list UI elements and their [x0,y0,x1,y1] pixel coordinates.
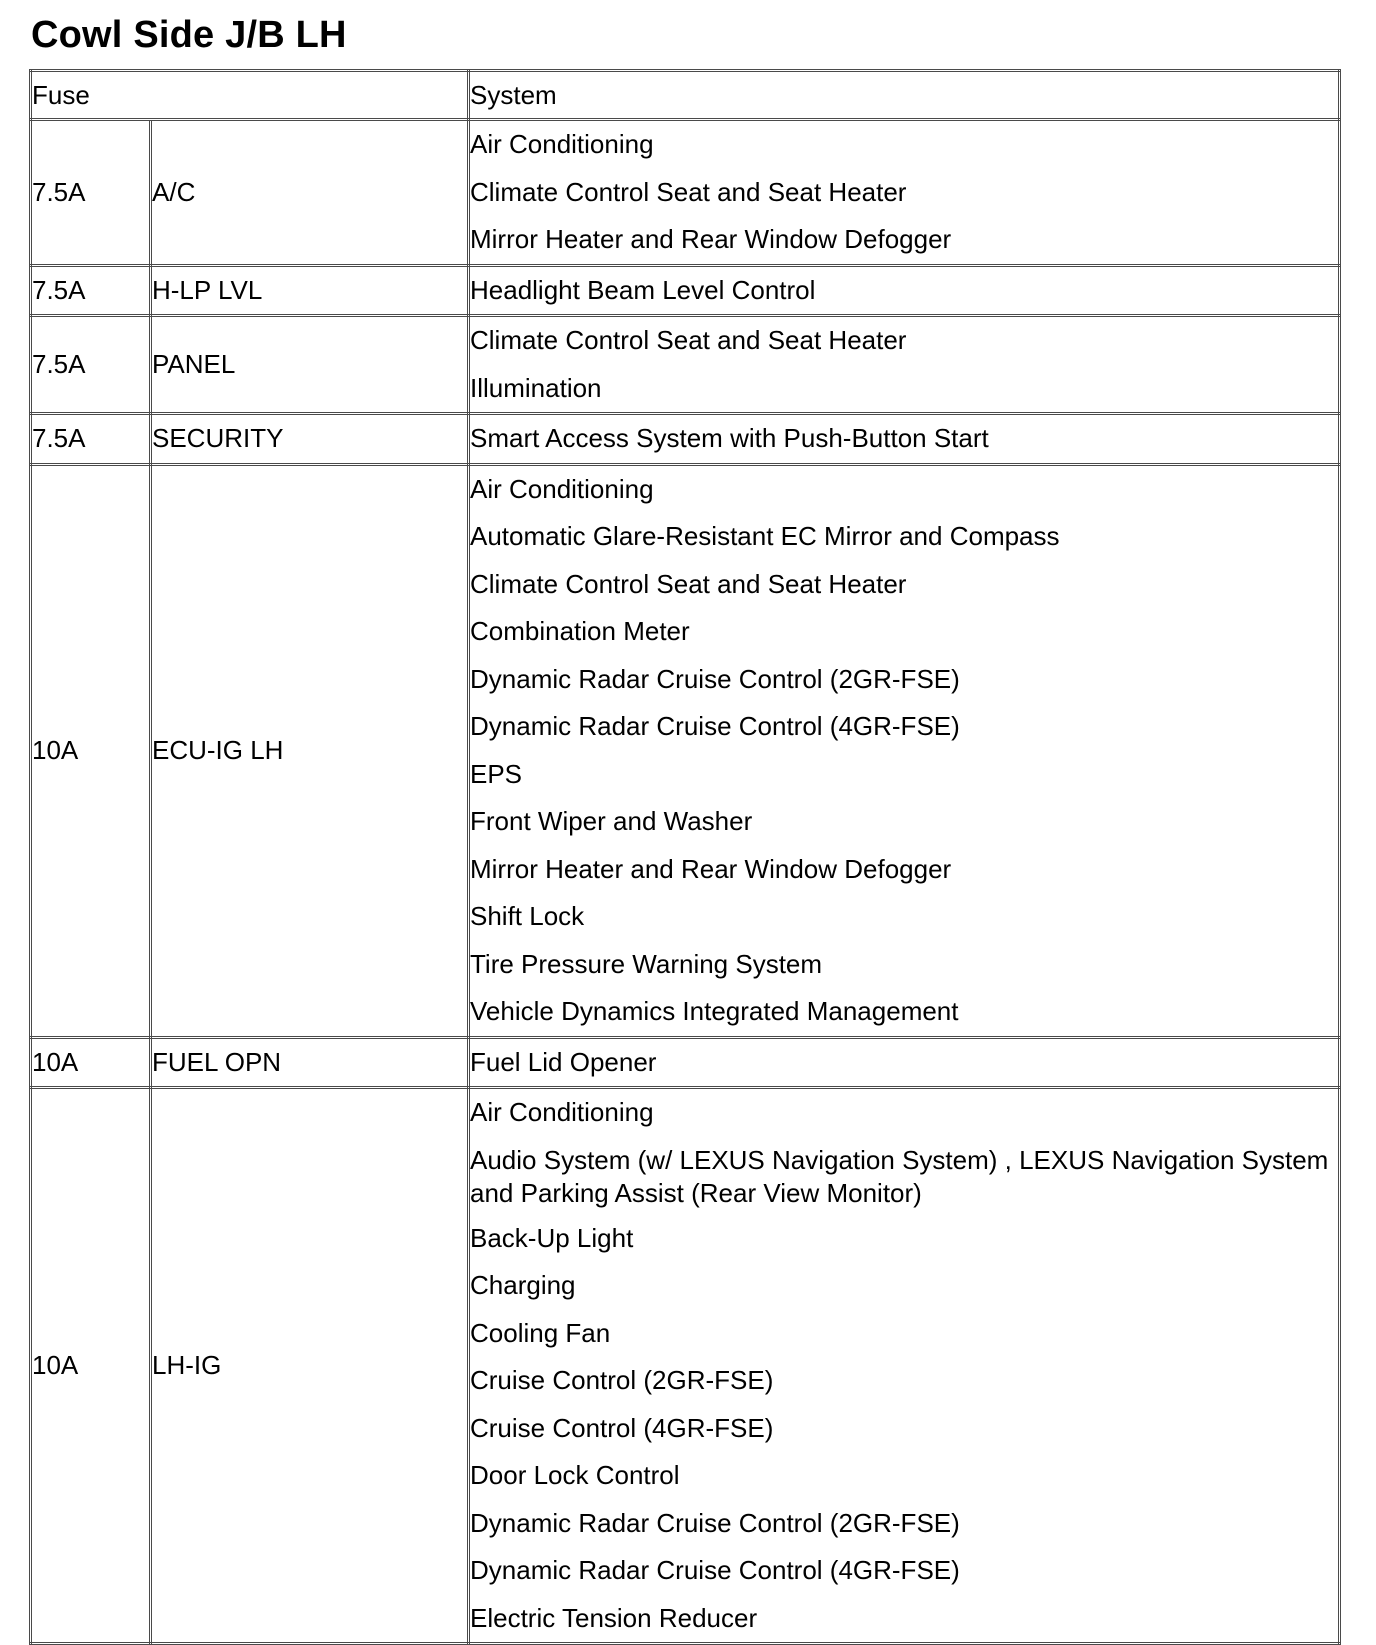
fuse-name: LH-IG [151,1088,469,1644]
page-title: Cowl Side J/B LH [31,14,347,56]
system-item: Headlight Beam Level Control [470,274,816,305]
fuse-table [29,69,1341,1645]
fuse-systems [469,1037,1340,1088]
system-item: EPS [470,758,523,789]
table-row [31,265,1340,316]
fuse-systems [469,120,1340,266]
system-item: Charging [470,1270,576,1300]
system-item: Electric Tension Reducer [470,1602,758,1633]
system-item: Shift Lock [470,901,585,931]
fuse-name: SECURITY [151,414,469,465]
system-item: Fuel Lid Opener [470,1046,657,1077]
fuse-systems [469,414,1340,465]
fuse-name: FUEL OPN [151,1037,469,1088]
system-item: Front Wiper and Washer [470,806,753,836]
fuse-amperage: 10A [31,464,151,1037]
fuse-amperage: 7.5A [31,265,151,316]
system-item: Cooling Fan [470,1317,611,1348]
system-item: Air Conditioning [470,1097,654,1127]
system-item: Dynamic Radar Cruise Control (4GR-FSE) [470,1555,960,1585]
fuse-systems [469,464,1340,1037]
fuse-amperage: 7.5A [31,414,151,465]
system-item: Back-Up Light [470,1222,634,1253]
system-item: Climate Control Seat and Seat Heater [470,325,907,355]
system-item: Illumination [470,372,602,403]
system-item: Dynamic Radar Cruise Control (2GR-FSE) [470,1507,960,1538]
fuse-amperage: 10A [31,1037,151,1088]
system-item: Dynamic Radar Cruise Control (4GR-FSE) [470,711,960,741]
header-system: System [469,71,1340,120]
system-item: Tire Pressure Warning System [470,948,823,979]
fuse-systems [469,1088,1340,1644]
fuse-name: ECU-IG LH [151,464,469,1037]
table-row [31,120,1340,266]
system-item: Combination Meter [470,616,690,646]
system-item: Smart Access System with Push-Button Start [470,423,989,453]
system-item: Dynamic Radar Cruise Control (2GR-FSE) [470,663,960,694]
fuse-systems [469,316,1340,414]
system-item: Climate Control Seat and Seat Heater [470,568,907,599]
table-row [31,316,1340,414]
system-item: Automatic Glare-Resistant EC Mirror and Compass [470,521,1060,551]
fuse-amperage: 7.5A [31,316,151,414]
system-item: Air Conditioning [470,129,654,159]
fuse-name: PANEL [151,316,469,414]
system-item: Climate Control Seat and Seat Heater [470,176,907,207]
table-row [31,1037,1340,1088]
table-row [31,414,1340,465]
system-item: Mirror Heater and Rear Window Defogger [470,224,952,254]
fuse-amperage: 10A [31,1088,151,1644]
fuse-name: A/C [151,120,469,266]
table-body [31,120,1340,1644]
table-row [31,464,1340,1037]
fuse-amperage: 7.5A [31,120,151,266]
system-item: Vehicle Dynamics Integrated Management [470,996,959,1026]
table-header [31,71,1340,120]
system-item: Audio System (w/ LEXUS Navigation System) , LEXUS Navigation System and Parking Assist (Rear View Monitor) [470,1144,1329,1208]
header-fuse: Fuse [31,71,469,120]
system-item: Air Conditioning [470,473,654,504]
fuse-name: H-LP LVL [151,265,469,316]
header-row [31,71,1340,120]
system-item: Cruise Control (4GR-FSE) [470,1412,774,1443]
table-row [31,1088,1340,1644]
system-item: Door Lock Control [470,1460,680,1490]
fuse-systems [469,265,1340,316]
system-item: Cruise Control (2GR-FSE) [470,1365,774,1395]
system-item: Mirror Heater and Rear Window Defogger [470,853,952,884]
